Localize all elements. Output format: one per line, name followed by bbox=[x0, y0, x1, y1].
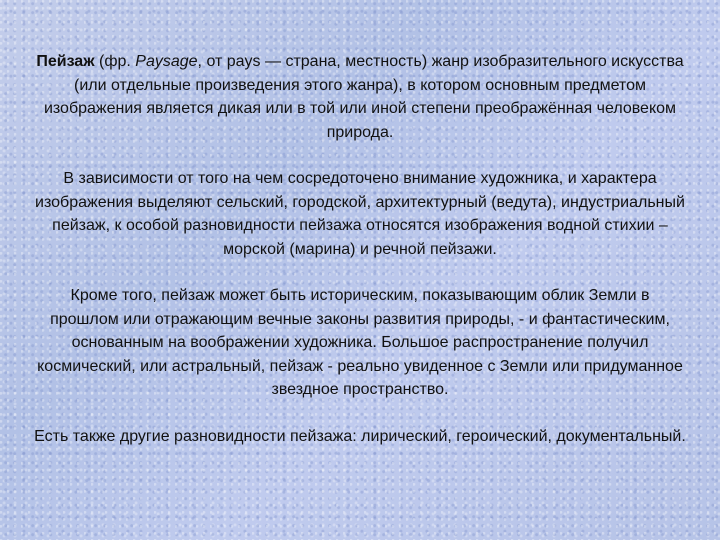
foreign-word: Paysage bbox=[135, 53, 198, 70]
slide-content bbox=[34, 50, 686, 471]
origin-prefix: (фр. bbox=[94, 53, 136, 70]
paragraph-historical: Кроме того, пейзаж может быть историческим, показывающим облик Земли в прошлом или отражающим вечные законы развития природы, - и фантастическим, основанным на воображении художника. Большое распространение получил космический, или астральный, пейзаж - реально увиденное с Земли или придуманное звездное пространство. bbox=[37, 287, 683, 398]
paragraph-types: В зависимости от того на чем сосредоточено внимание художника, и характера изображения выделяют сельский, городской, архитектурный (ведута), индустриальный пейзаж, к особой разновидности пейзажа относятся изображения водной стихии – морской (марина) и речной пейзажи. bbox=[35, 170, 685, 258]
definition-paragraph bbox=[34, 50, 686, 144]
paragraph-other-types: Есть также другие разновидности пейзажа: лирический, героический, документальный. bbox=[34, 427, 686, 445]
term-heading: Пейзаж bbox=[36, 53, 95, 70]
definition-text: , от pays — страна, местность) жанр изобразительного искусства (или отдельные произведения этого жанра), в котором основным предметом изображения является дикая или в той или иной степени преображённая человеком природа. bbox=[43, 53, 684, 141]
